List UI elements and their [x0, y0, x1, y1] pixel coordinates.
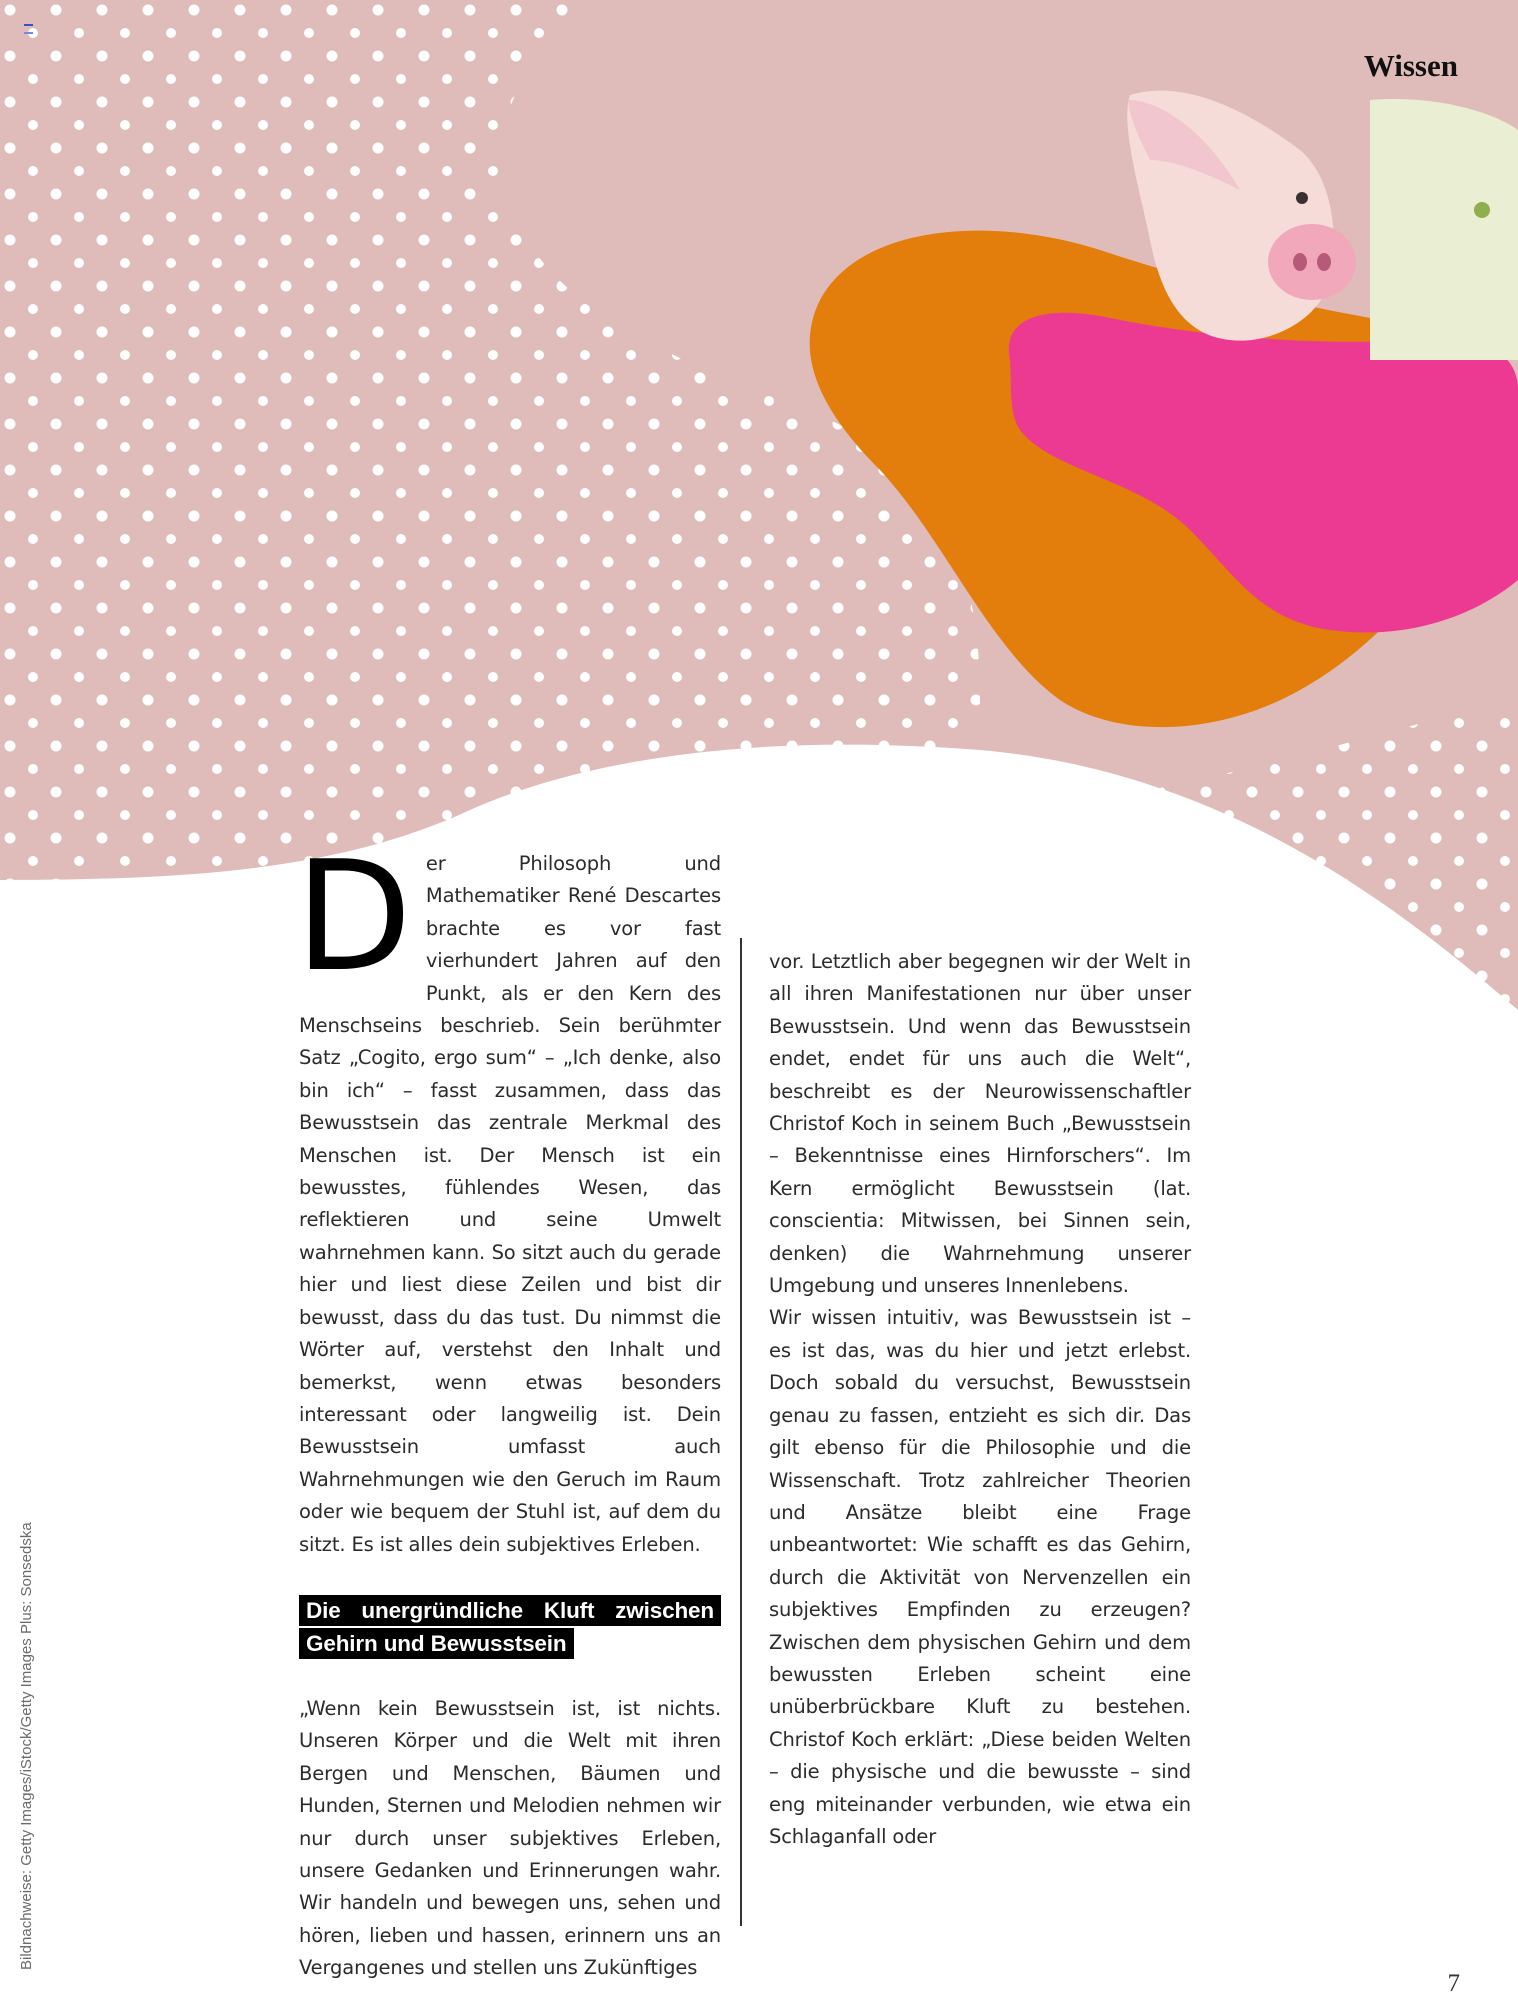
photo-credit: Bildnachweise: Getty Images/iStock/Getty Images Plus: Sonsedska: [18, 1522, 35, 1970]
flag-icon: [24, 24, 33, 34]
quote-paragraph: „Wenn kein Bewusstsein ist, ist nichts. Unseren Körper und die Welt mit ihren Bergen und Menschen, Bäumen und Hunden, Sternen und Melodien nehmen wir nur durch unser subjektives Erleben, unsere Gedanken und Erinnerungen wahr. Wir handeln und bewegen uns, sehen und hören, lieben und hassen, erinnern uns an Vergangenes und stellen uns Zukünftiges: [299, 1696, 721, 1980]
paragraph-consciousness: Wir wissen intuitiv, was Bewusstsein ist – es ist das, was du hier und jetzt erlebst. Doch sobald du versuchst, Bewusstsein genau zu fassen, entzieht es sich dir. Das gilt ebenso für die Philosophie und die Wissenschaft. Trotz zahlreicher Theorien und Ansätze bleibt eine Frage unbeantwortet: Wie schafft es das Gehirn, durch die Aktivität von Nervenzellen ein subjektives Empfinden zu erzeugen? Zwischen dem physischen Gehirn und dem bewussten Erleben scheint eine unüberbrückbare Kluft zu bestehen. Christof Koch erklärt: „Diese beiden Welten – die physische und die bewusste – sind eng miteinander verbunden, wie etwa ein Schlaganfall oder: [769, 1306, 1191, 1848]
subheading: Die unergründliche Kluft zwischen Gehirn und Bewusstsein: [299, 1595, 721, 1659]
article-column-left: [295, 828, 721, 1985]
section-label: Wissen: [1363, 48, 1458, 83]
article-column-right: [769, 946, 1191, 1853]
intro-text: er Philosoph und Mathematiker René Descartes brachte es vor fast vierhundert Jahren auf den Punkt, als er den Kern des Menschseins beschrieb. Sein berühmter Satz „Cogito, ergo sum“ – „Ich denke, also bin ich“ – fasst zusammen, dass das Bewusstsein das zentrale Merkmal des Menschen ist. Der Mensch ist ein bewusstes, fühlendes Wesen, das reflektieren und seine Umwelt wahrnehmen kann. So sitzt auch du gerade hier und liest diese Zeilen und bist dir bewusst, dass du das tust. Du nimmst die Wörter auf, verstehst den Inhalt und bemerkst, wenn etwas besonders interessant oder langweilig ist. Dein Bewusstsein umfasst auch Wahrnehmungen wie den Geruch im Raum oder wie bequem der Stuhl ist, auf dem du sitzt. Es ist alles dein subjektives Erleben.: [299, 852, 721, 1556]
intro-paragraph: [295, 828, 721, 1561]
page-number: 7: [1447, 1970, 1460, 1997]
drop-cap: D: [295, 828, 412, 1005]
column-divider: [740, 938, 742, 1926]
paragraph-continuation: vor. Letztlich aber begegnen wir der Welt in all ihren Manifestationen nur über unser Bewusstsein. Und wenn das Bewusstsein endet, endet für uns auch die Welt“, beschreibt es der Neurowissenschaftler Christof Koch in seinem Buch „Bewusstsein – Bekenntnisse eines Hirnforschers“. Im Kern ermöglicht Bewusstsein (lat. conscientia: Mitwissen, bei Sinnen sein, denken) die Wahrnehmung unserer Umgebung und unseres Innenlebens.: [769, 950, 1191, 1298]
subheading-block: [299, 1595, 721, 1661]
